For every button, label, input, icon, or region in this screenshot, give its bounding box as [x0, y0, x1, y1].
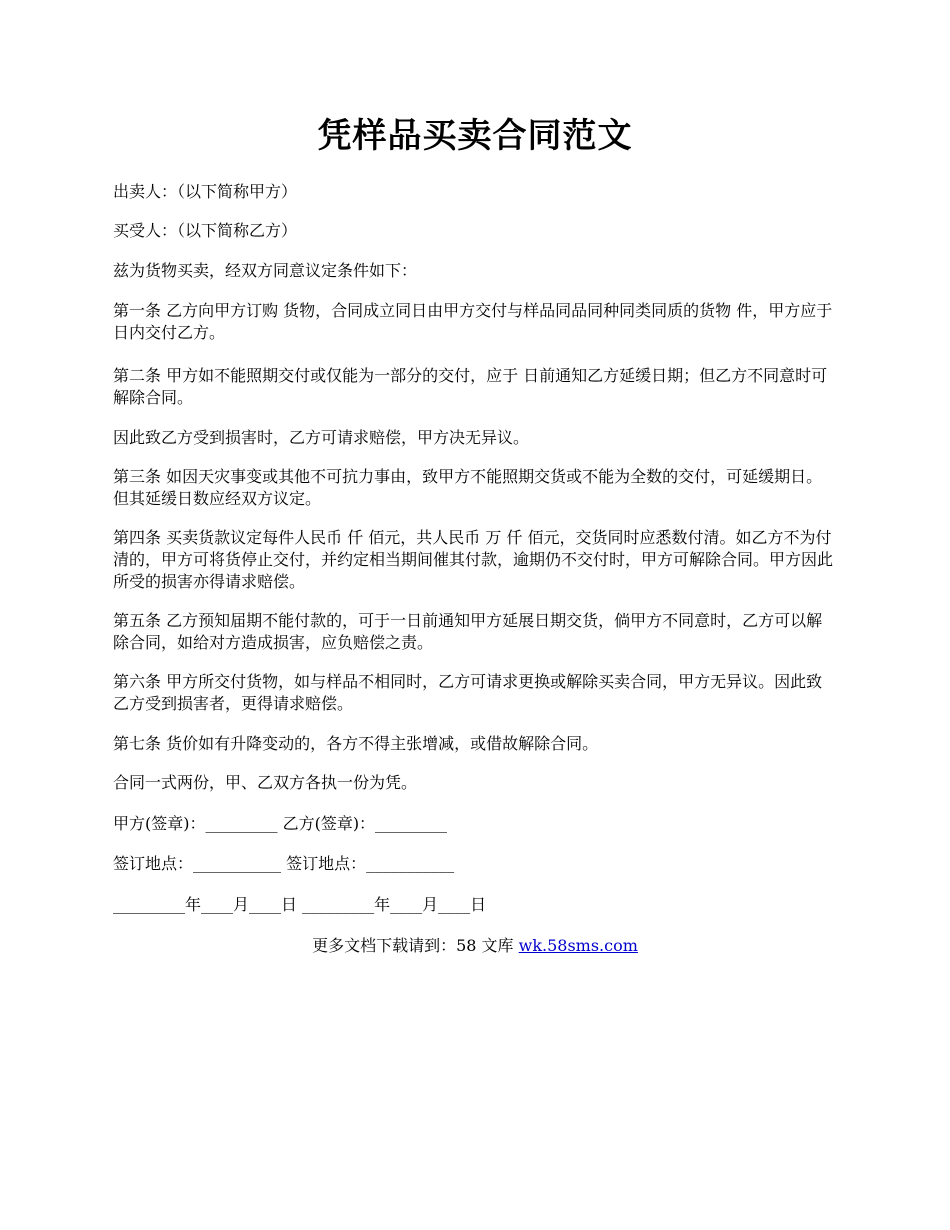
signing-place-line: 签订地点：___________ 签订地点：___________ — [113, 854, 455, 873]
date-line: _________年____月____日 _________年____月____日 — [113, 895, 487, 914]
footer — [113, 935, 837, 957]
article-1-paragraph: 第一条 乙方向甲方订购 货物，合同成立同日由甲方交付与样品同品同种同类同质的货物 件，甲方应于 日内交付乙方。 — [113, 301, 833, 342]
footer-link[interactable]: wk.58sms.com — [518, 936, 638, 955]
footer-text: 更多文档下载请到：58 文库 — [312, 936, 519, 955]
article-7-paragraph: 第七条 货价如有升降变动的，各方不得主张增减，或借故解除合同。 — [113, 734, 599, 753]
damage-paragraph: 因此致乙方受到损害时，乙方可请求赔偿，甲方决无异议。 — [113, 428, 530, 447]
article-3-paragraph: 第三条 如因天灾事变或其他不可抗力事由，致甲方不能照期交货或不能为全数的交付，可延缓期日。但其延缓日数应经双方议定。 — [113, 467, 823, 508]
intro-paragraph: 兹为货物买卖，经双方同意议定条件如下： — [113, 261, 418, 280]
article-5-paragraph: 第五条 乙方预知届期不能付款的，可于一日前通知甲方延展日期交货，倘甲方不同意时，乙方可以解除合同，如给对方造成损害，应负赔偿之责。 — [113, 611, 823, 652]
buyer-line: 买受人：（以下简称乙方） — [113, 221, 298, 240]
document-title: 凭样品买卖合同范文 — [317, 116, 633, 156]
article-4-paragraph: 第四条 买卖货款议定每件人民币 仟 佰元，共人民币 万 仟 佰元，交货同时应悉数付清。如乙方不为付清的，甲方可将货停止交付，并约定相当期间催其付款，逾期仍不交付时，甲方可解除合同。甲方因此所受的损害亦得请求赔偿。 — [113, 528, 834, 591]
seller-line: 出卖人：（以下简称甲方） — [113, 182, 298, 201]
article-2-paragraph: 第二条 甲方如不能照期交付或仅能为一部分的交付，应于 日前通知乙方延缓日期；但乙方不同意时可解除合同。 — [113, 366, 828, 407]
signature-line: 甲方(签章)：_________ 乙方(签章)：_________ — [113, 814, 448, 833]
article-6-paragraph: 第六条 甲方所交付货物，如与样品不相同时，乙方可请求更换或解除买卖合同，甲方无异议。因此致乙方受到损害者，更得请求赔偿。 — [113, 672, 823, 713]
copies-paragraph: 合同一式两份，甲、乙双方各执一份为凭。 — [113, 773, 418, 792]
